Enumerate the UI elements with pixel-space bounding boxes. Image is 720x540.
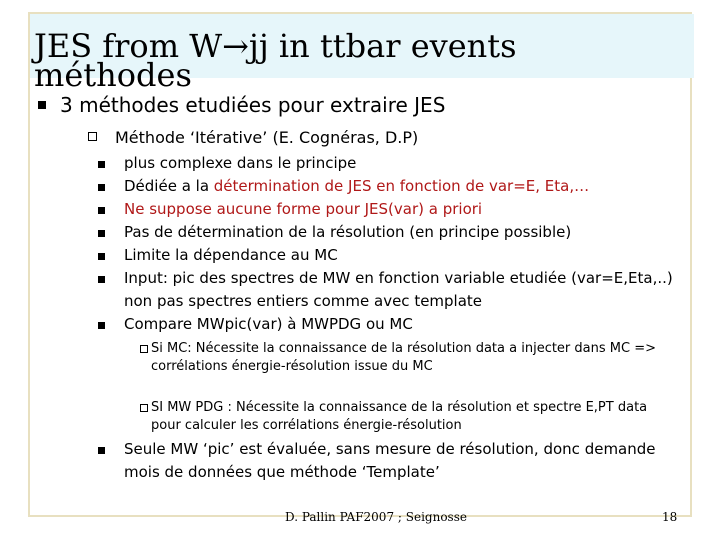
item-list-final <box>98 438 678 484</box>
slide-title-line2: méthodes <box>34 56 192 94</box>
list-item: Seule MW ‘pic’ est évaluée, sans mesure de résolution, donc demande mois de données que méthode ‘Template’ <box>98 438 678 484</box>
sub-list-item: SI MW PDG : Nécessite la connaissance de la résolution et spectre E,PT data pour calculer les corrélations énergie-résolution <box>140 399 680 435</box>
hollow-square-bullet-icon <box>88 132 97 141</box>
list-item <box>98 198 678 221</box>
list-item: plus complexe dans le principe <box>98 152 678 175</box>
footer-text: D. Pallin PAF2007 ; Seignosse <box>285 510 467 524</box>
list-item: Dédiée a la détermination de JES en fonction de var=E, Eta,… <box>98 175 678 198</box>
square-bullet-icon <box>38 101 46 109</box>
level1-text: 3 méthodes etudiées pour extraire JES <box>60 93 446 117</box>
level2-bullet <box>88 126 418 150</box>
square-bullet-icon <box>98 207 105 214</box>
square-bullet-icon <box>98 322 105 329</box>
slide-title: JES from W→jj in ttbar events <box>34 27 517 65</box>
hollow-square-bullet-icon <box>140 345 148 353</box>
page-number: 18 <box>662 510 678 524</box>
square-bullet-icon <box>98 276 105 283</box>
square-bullet-icon <box>98 253 105 260</box>
square-bullet-icon <box>98 230 105 237</box>
list-item: Pas de détermination de la résolution (en principe possible) <box>98 221 678 244</box>
level1-bullet <box>38 90 445 120</box>
sub-item-list <box>140 399 680 435</box>
list-item: Limite la dépendance au MC <box>98 244 678 267</box>
list-item: Compare MWpic(var) à MWPDG ou MC <box>98 313 678 336</box>
sub-item-list <box>140 340 680 376</box>
sub-list-item: Si MC: Nécessite la connaissance de la résolution data a injecter dans MC => corrélations énergie-résolution issue du MC <box>140 340 680 376</box>
item-list <box>98 152 678 336</box>
highlight-text: Ne suppose aucune forme pour JES(var) a priori <box>124 200 483 218</box>
square-bullet-icon <box>98 184 105 191</box>
highlight-text: détermination de JES en fonction de var=E, Eta,… <box>213 177 590 195</box>
level2-text: Méthode ‘Itérative’ (E. Cognéras, D.P) <box>115 128 419 147</box>
square-bullet-icon <box>98 447 105 454</box>
list-item: Input: pic des spectres de MW en fonction variable etudiée (var=E,Eta,..) non pas spectres entiers comme avec template <box>98 267 678 313</box>
hollow-square-bullet-icon <box>140 404 148 412</box>
square-bullet-icon <box>98 161 105 168</box>
